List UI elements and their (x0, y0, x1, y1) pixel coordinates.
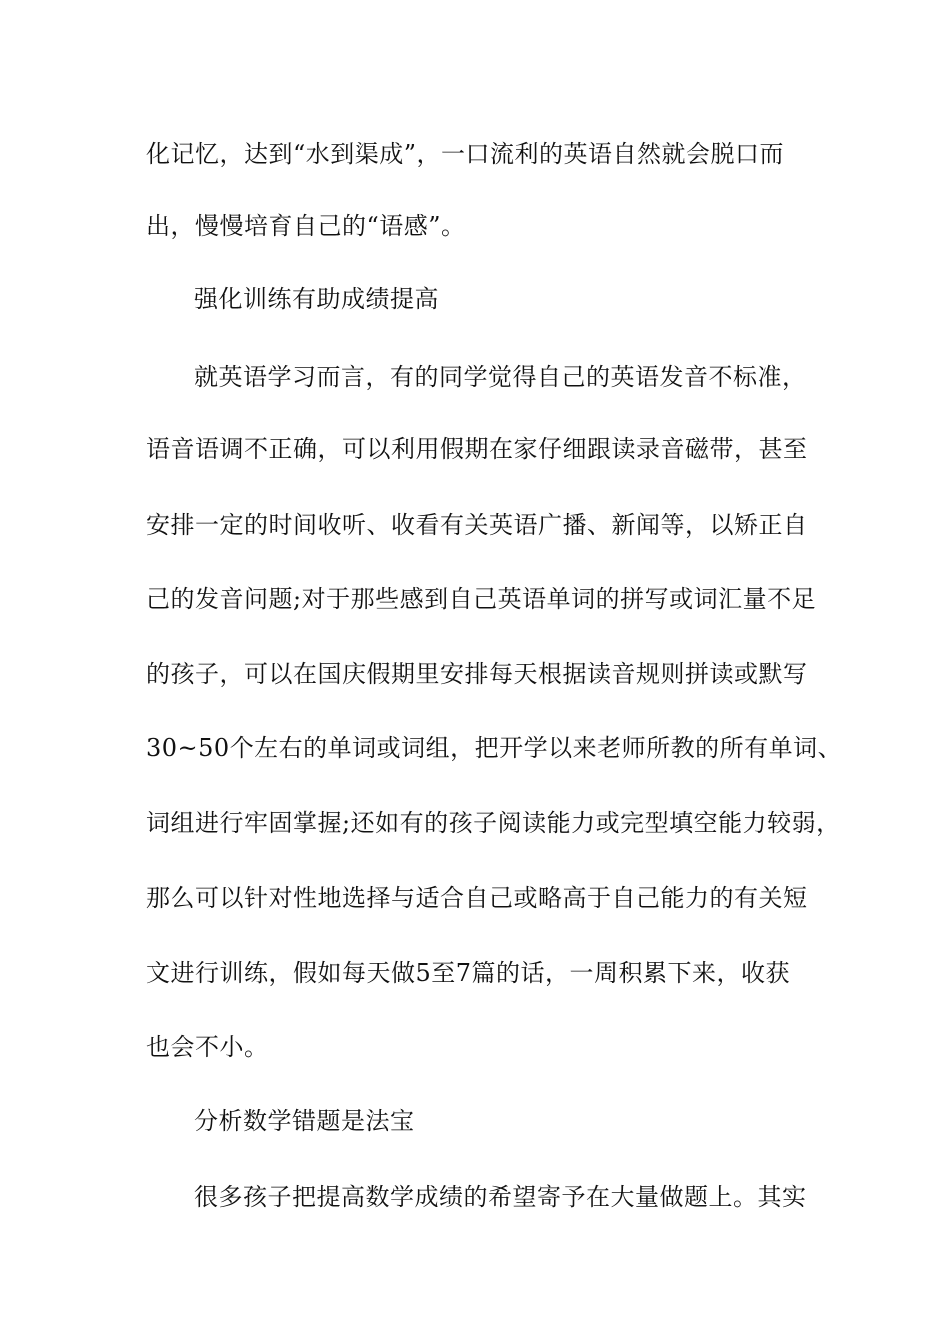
paragraph-line: 己的发音问题;对于那些感到自己英语单词的拼写或词汇量不足 (146, 585, 817, 613)
paragraph-line: 安排一定的时间收听、收看有关英语广播、新闻等，以矫正自 (146, 511, 808, 539)
paragraph-line: 词组进行牢固掌握;还如有的孩子阅读能力或完型填空能力较弱， (146, 809, 841, 837)
paragraph-line: 出，慢慢培育自己的“语感”。 (146, 212, 466, 240)
paragraph-line: 的孩子，可以在国庆假期里安排每天根据读音规则拼读或默写 (146, 660, 808, 688)
section-heading: 强化训练有助成绩提高 (194, 285, 439, 313)
paragraph-line: 化记忆，达到“水到渠成”，一口流利的英语自然就会脱口而 (146, 140, 785, 168)
paragraph-line: 很多孩子把提高数学成绩的希望寄予在大量做题上。其实 (194, 1183, 807, 1211)
paragraph-line: 语音语调不正确，可以利用假期在家仔细跟读录音磁带，甚至 (146, 435, 808, 463)
section-heading: 分析数学错题是法宝 (194, 1107, 415, 1135)
paragraph-line: 那么可以针对性地选择与适合自己或略高于自己能力的有关短 (146, 884, 808, 912)
paragraph-line: 就英语学习而言，有的同学觉得自己的英语发音不标准， (194, 363, 807, 391)
paragraph-line: 也会不小。 (146, 1033, 269, 1061)
paragraph-line: 30~50个左右的单词或词组，把开学以来老师所教的所有单词、 (146, 734, 843, 762)
paragraph-line: 文进行训练，假如每天做5至7篇的话，一周积累下来，收获 (146, 959, 791, 987)
